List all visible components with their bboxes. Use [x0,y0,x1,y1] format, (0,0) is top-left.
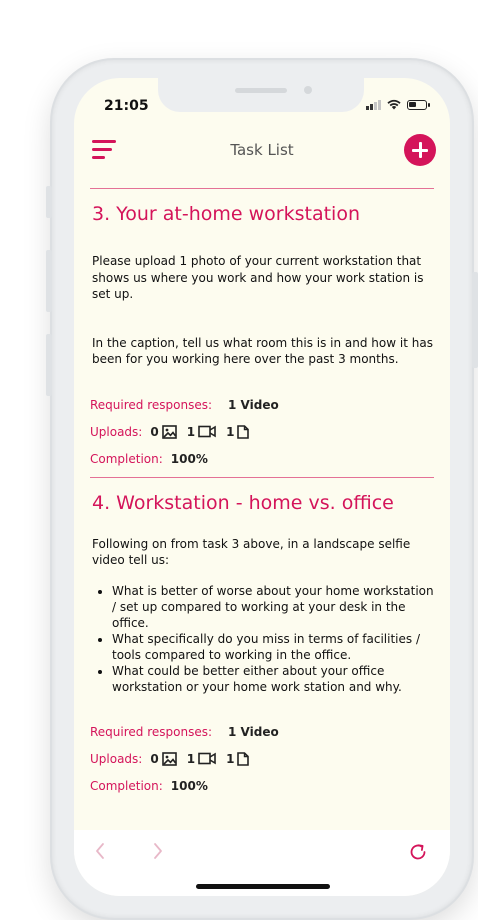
image-icon [162,752,177,766]
upload-counts [150,752,249,766]
completion-label: Completion: [90,451,163,466]
add-button[interactable] [404,134,436,166]
required-label: Required responses: [90,397,213,412]
home-indicator[interactable] [196,884,330,889]
task-title: 3. Your at-home workstation [92,203,360,225]
task-description: Following on from task 3 above, in a landscape selfie video tell us: [92,536,411,567]
required-responses-row [90,723,434,741]
notch [158,78,364,112]
document-count: 1 [226,424,235,439]
list-item: • What specifically do you miss in terms of facilities / tools compared to working in the office. [112,631,434,663]
task-description: Please upload 1 photo of your current workstation that shows us where you work and how your work station is set up. [92,254,424,301]
chevron-right-icon[interactable] [152,842,164,860]
task-meta [90,396,434,468]
status-time: 21:05 [104,98,149,114]
task-list [90,188,434,804]
list-item: • What could be better either about your office workstation or your home work station and why. [112,663,434,695]
volume-down-button [46,334,52,396]
photo-count: 0 [150,424,159,439]
completion-row [90,450,434,468]
video-count: 1 [186,424,196,439]
completion-row [90,777,434,795]
app-screen [74,78,450,896]
uploads-row [90,423,434,441]
task-title: 4. Workstation - home vs. office [92,491,394,514]
front-camera [304,86,312,94]
required-label: Required responses: [90,724,213,739]
photo-count: 0 [150,751,159,766]
document-icon [237,425,249,439]
video-camera-icon [198,425,216,438]
completion-label: Completion: [90,778,163,793]
status-icons [366,99,427,110]
image-icon [162,425,177,439]
uploads-label: Uploads: [90,424,143,439]
battery-icon [407,100,427,110]
page-title: Task List [230,141,294,159]
video-camera-icon [198,752,216,765]
divider [90,477,434,478]
power-button [472,272,478,368]
upload-counts [150,425,249,439]
app-header [74,130,450,174]
completion-value: 100% [170,778,208,793]
refresh-icon[interactable] [408,842,428,862]
speaker [235,88,287,93]
task-meta [90,723,434,795]
required-responses-row [90,396,434,414]
uploads-row [90,750,434,768]
signal-icon [366,99,381,110]
document-count: 1 [226,751,235,766]
completion-value: 100% [170,451,208,466]
task-description: In the caption, tell us what room this is in and how it has been for you working here over the past 3 months. [92,335,433,366]
divider [90,188,434,189]
wifi-icon [387,99,401,110]
document-icon [237,752,249,766]
task-card[interactable] [90,189,434,468]
browser-toolbar [74,830,450,896]
task-card[interactable] [90,478,434,795]
video-count: 1 [186,751,196,766]
mute-switch [46,186,52,218]
list-item: • What is better of worse about your home workstation / set up compared to working at your desk in the office. [112,583,434,631]
task-bullet-list [90,583,434,695]
volume-up-button [46,250,52,312]
required-value: 1 Video [228,397,279,412]
chevron-left-icon[interactable] [94,842,106,860]
uploads-label: Uploads: [90,751,143,766]
required-value: 1 Video [228,724,279,739]
